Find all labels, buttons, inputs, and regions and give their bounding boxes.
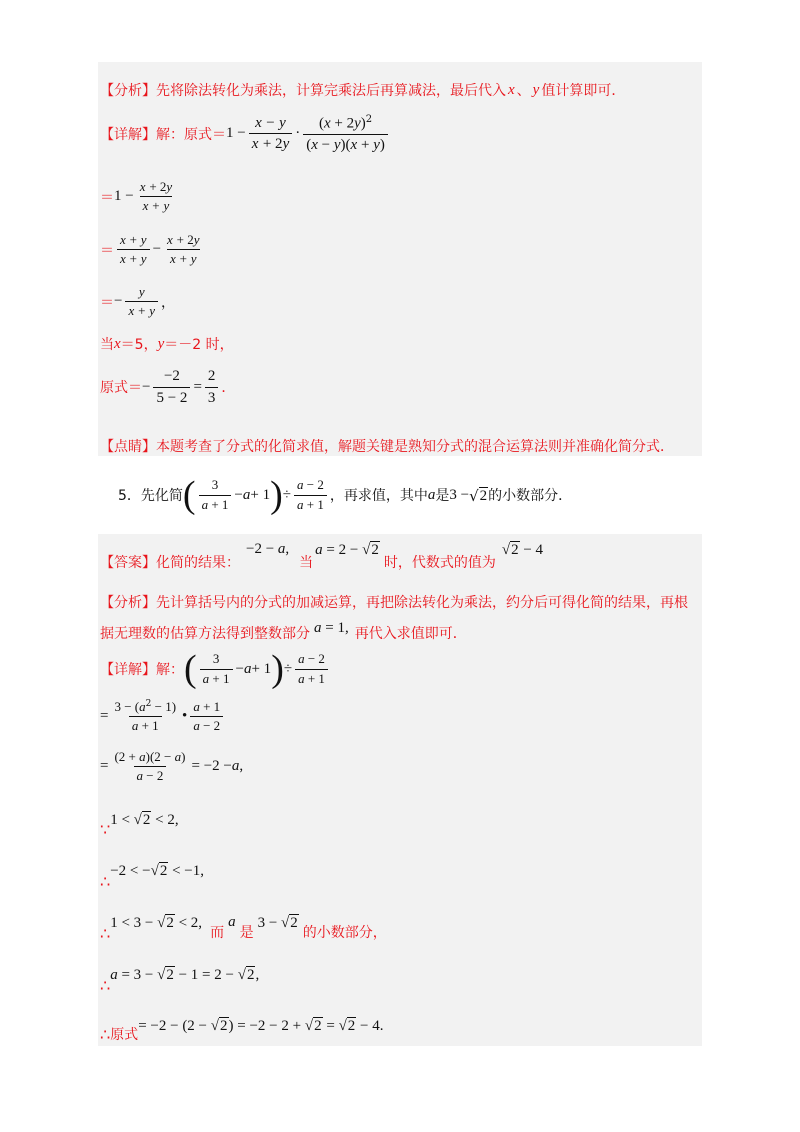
- detail-step-5: ∴ 1 < 3 − √ 2 < 2, 而 a 是 3 − √ 2 的小数部分，: [100, 914, 387, 943]
- original-label: 原式＝: [100, 380, 142, 396]
- analysis-label: 【分析】: [100, 83, 156, 99]
- point-line: [100, 436, 674, 456]
- condition-line: 当 x ＝5， y ＝－2 时，: [100, 335, 234, 353]
- step-line-2: ＝ $\frac{x + y}{x + y}$ − $\frac{x + 2y}{x + y}$: [100, 232, 200, 267]
- analysis-text: 先将除法转化为乘法，计算完乘法后再算减法，最后代入: [156, 83, 506, 99]
- detail-label-2: 【详解】: [100, 662, 156, 678]
- detail-line-2: 【详解】 解： ( $\frac{3}{a + 1}$ − a + 1 ) ÷ $\frac{a - 2}{a + 1}$: [100, 650, 331, 688]
- question-5: 5． 先化简 ( $\frac{3}{a + 1}$ − a + 1 ) ÷ $\frac{a - 2}{a + 1}$ ，再求值，其中 a 是 3 − √ 2 的小数部分．: [118, 474, 573, 516]
- analysis-end: 值计算即可．: [541, 83, 626, 99]
- detail-expression: 1 − $\frac{x - y}{x + 2y}$ · $\frac{(x + 2y)^2}{(x - y)(x + y)}$: [226, 114, 391, 154]
- analysis-var-y: y: [532, 81, 540, 98]
- detail-step-1: = $\frac{3 - (a^2 - 1)}{a + 1}$ • $\frac{a + 1}{a - 2}$: [100, 700, 226, 734]
- detail-step-7: ∴ 原式 = −2 − (2 − √ 2 ) = −2 − 2 + √ 2 = √ 2 − 4.: [100, 1017, 384, 1044]
- point-text: 本题考查了分式的化简求值，解题关键是熟知分式的混合运算法则并准确化简分式．: [156, 439, 674, 455]
- original-label-2: 原式: [110, 1027, 139, 1043]
- analysis-var-x: x: [508, 81, 515, 98]
- detail-step-2: = $\frac{(2 + a)(2 - a)}{a - 2}$ = −2 − a ,: [100, 749, 244, 784]
- answer-line: 【答案】 化简的结果： −2 − a, 当 a = 2 − √ 2 时，代数式的值为 √ 2 − 4: [100, 540, 544, 571]
- point-label: 【点睛】: [100, 439, 156, 455]
- question-number: 5．: [118, 488, 141, 504]
- analysis-label-2: 【分析】: [100, 595, 156, 611]
- detail-line-1: [100, 114, 391, 154]
- step-line-3: ＝ − $\frac{y}{x + y}$ ，: [100, 284, 176, 319]
- detail-step-4: ∴ −2 < − √ 2 < −1,: [100, 863, 204, 891]
- analysis-line-1: [100, 80, 625, 100]
- detail-step-6: ∴ a = 3 − √ 2 − 1 = 2 − √ 2 ,: [100, 967, 260, 995]
- detail-text: 解：原式＝: [156, 126, 226, 143]
- answer-label: 【答案】: [100, 555, 156, 571]
- detail-step-3: ∵ 1 < √ 2 < 2,: [100, 812, 179, 839]
- analysis-line-2: 【分析】 先计算括号内的分式的加减运算，再把除法转化为乘法，约分后可得化简的结果，再根: [100, 592, 688, 612]
- step-line-1: ＝ 1 − $\frac{x + 2y}{x + y}$: [100, 179, 173, 214]
- detail-label: 【详解】: [100, 126, 156, 143]
- analysis-line-3: 据无理数的估算方法得到整数部分 a = 1, 再代入求值即可．: [100, 620, 467, 642]
- analysis-sep: 、: [516, 83, 531, 99]
- result-line: 原式＝ − $\frac{-2}{5 - 2}$ = $\frac{2}{3}$ ．: [100, 368, 236, 406]
